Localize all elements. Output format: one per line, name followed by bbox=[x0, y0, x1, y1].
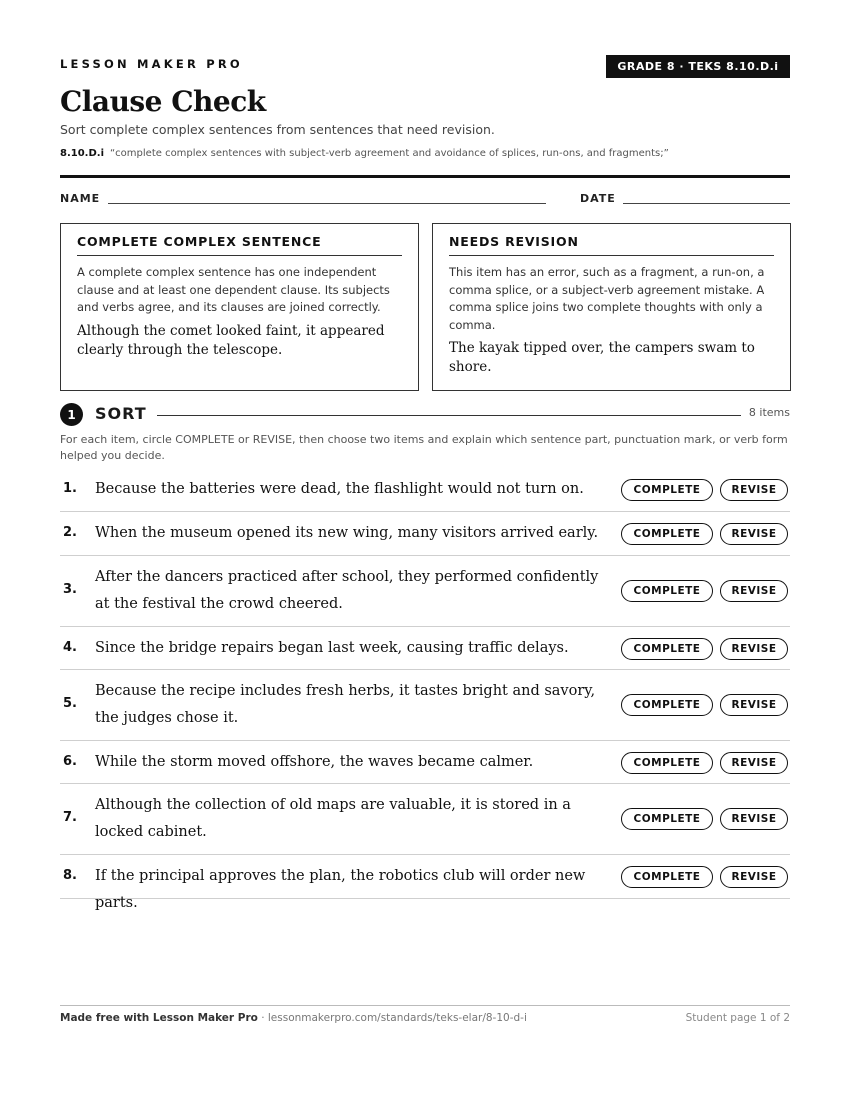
section-header-sort bbox=[60, 402, 790, 426]
section-instructions: For each item, circle COMPLETE or REVISE, then choose two items and explain which sentence part, punctuation mark, or verb form helped you decide. bbox=[60, 433, 788, 462]
choice-group bbox=[621, 523, 788, 545]
revise-button[interactable]: REVISE bbox=[720, 638, 788, 660]
list-item bbox=[60, 556, 790, 627]
complete-definition-box bbox=[60, 223, 419, 391]
standard-code: 8.10.D.i bbox=[60, 148, 104, 159]
footer-divider bbox=[60, 1005, 790, 1006]
revision-definition-box bbox=[432, 223, 791, 391]
name-label: NAME bbox=[60, 192, 101, 205]
revise-button[interactable]: REVISE bbox=[720, 808, 788, 830]
date-label: DATE bbox=[580, 192, 616, 205]
revision-box-description: This item has an error, such as a fragment, a run-on, a comma splice, or a subject-verb agreement mistake. A comma splice joins two complete thoughts with only a comma. bbox=[449, 265, 765, 332]
choice-group bbox=[621, 694, 788, 716]
list-item bbox=[60, 670, 790, 741]
item-number: 7. bbox=[63, 810, 77, 825]
list-item bbox=[60, 627, 790, 670]
choice-group bbox=[621, 638, 788, 660]
complete-button[interactable]: COMPLETE bbox=[621, 866, 713, 888]
item-number: 3. bbox=[63, 582, 77, 597]
brand-name: LESSON MAKER PRO bbox=[60, 57, 243, 71]
complete-button[interactable]: COMPLETE bbox=[621, 752, 713, 774]
revision-box-example: The kayak tipped over, the campers swam to shore. bbox=[449, 340, 755, 375]
choice-group bbox=[621, 808, 788, 830]
item-text: Because the recipe includes fresh herbs, it tastes bright and savory, the judges chose it. bbox=[95, 683, 596, 726]
item-text: Because the batteries were dead, the flashlight would not turn on. bbox=[95, 481, 584, 497]
item-text: Although the collection of old maps are valuable, it is stored in a locked cabinet. bbox=[95, 797, 571, 840]
section-divider bbox=[157, 415, 741, 416]
complete-button[interactable]: COMPLETE bbox=[621, 808, 713, 830]
page-title: Clause Check bbox=[60, 85, 266, 118]
item-number: 8. bbox=[63, 868, 77, 883]
item-number: 4. bbox=[63, 640, 77, 655]
choice-group bbox=[621, 866, 788, 888]
complete-button[interactable]: COMPLETE bbox=[621, 479, 713, 501]
item-text: If the principal approves the plan, the robotics club will order new parts. bbox=[95, 868, 586, 911]
standard-text: “complete complex sentences with subject-verb agreement and avoidance of splices, run-ons, and fragments;” bbox=[110, 148, 669, 159]
complete-box-title: COMPLETE COMPLEX SENTENCE bbox=[77, 234, 402, 256]
choice-group bbox=[621, 580, 788, 602]
item-text: While the storm moved offshore, the waves became calmer. bbox=[95, 754, 534, 770]
footer-separator: · bbox=[257, 1012, 268, 1024]
page-subtitle: Sort complete complex sentences from sentences that need revision. bbox=[60, 122, 495, 137]
worksheet-page bbox=[60, 0, 790, 1100]
page-number: Student page 1 of 2 bbox=[685, 1012, 790, 1024]
revise-button[interactable]: REVISE bbox=[720, 752, 788, 774]
section-label: SORT bbox=[95, 404, 147, 423]
choice-group bbox=[621, 479, 788, 501]
complete-button[interactable]: COMPLETE bbox=[621, 580, 713, 602]
footer-url[interactable]: lessonmakerpro.com/standards/teks-elar/8-10-d-i bbox=[267, 1012, 527, 1024]
list-item bbox=[60, 784, 790, 855]
item-list bbox=[60, 468, 790, 911]
item-text: After the dancers practiced after school, they performed confidently at the festival the crowd cheered. bbox=[95, 569, 599, 612]
complete-button[interactable]: COMPLETE bbox=[621, 638, 713, 660]
complete-box-example: Although the comet looked faint, it appeared clearly through the telescope. bbox=[77, 322, 385, 358]
name-date-row bbox=[60, 191, 790, 207]
footer-credit bbox=[60, 1012, 527, 1024]
standard-line bbox=[60, 148, 669, 159]
item-count: 8 items bbox=[748, 406, 790, 419]
revise-button[interactable]: REVISE bbox=[720, 479, 788, 501]
revise-button[interactable]: REVISE bbox=[720, 580, 788, 602]
complete-button[interactable]: COMPLETE bbox=[621, 694, 713, 716]
revise-button[interactable]: REVISE bbox=[720, 694, 788, 716]
choice-group bbox=[621, 752, 788, 774]
grade-badge: GRADE 8 · TEKS 8.10.D.i bbox=[606, 55, 790, 78]
item-text: When the museum opened its new wing, many visitors arrived early. bbox=[95, 525, 599, 541]
footer-made-with: Made free with Lesson Maker Pro bbox=[60, 1012, 258, 1024]
name-field[interactable] bbox=[108, 203, 546, 204]
list-item bbox=[60, 855, 790, 911]
item-number: 6. bbox=[63, 754, 77, 769]
revision-box-title: NEEDS REVISION bbox=[449, 234, 774, 256]
revise-button[interactable]: REVISE bbox=[720, 866, 788, 888]
list-item bbox=[60, 468, 790, 512]
header-divider bbox=[60, 175, 790, 178]
list-item bbox=[60, 741, 790, 784]
section-number-badge: 1 bbox=[60, 403, 83, 426]
complete-box-description: A complete complex sentence has one independent clause and at least one dependent clause. Its subjects and verbs agree, and its clauses are joined correctly. bbox=[77, 265, 390, 314]
item-number: 5. bbox=[63, 696, 77, 711]
item-number: 2. bbox=[63, 525, 77, 540]
revise-button[interactable]: REVISE bbox=[720, 523, 788, 545]
item-text: Since the bridge repairs began last week, causing traffic delays. bbox=[95, 640, 569, 656]
item-number: 1. bbox=[63, 481, 77, 496]
list-item bbox=[60, 512, 790, 556]
date-field[interactable] bbox=[623, 203, 790, 204]
complete-button[interactable]: COMPLETE bbox=[621, 523, 713, 545]
